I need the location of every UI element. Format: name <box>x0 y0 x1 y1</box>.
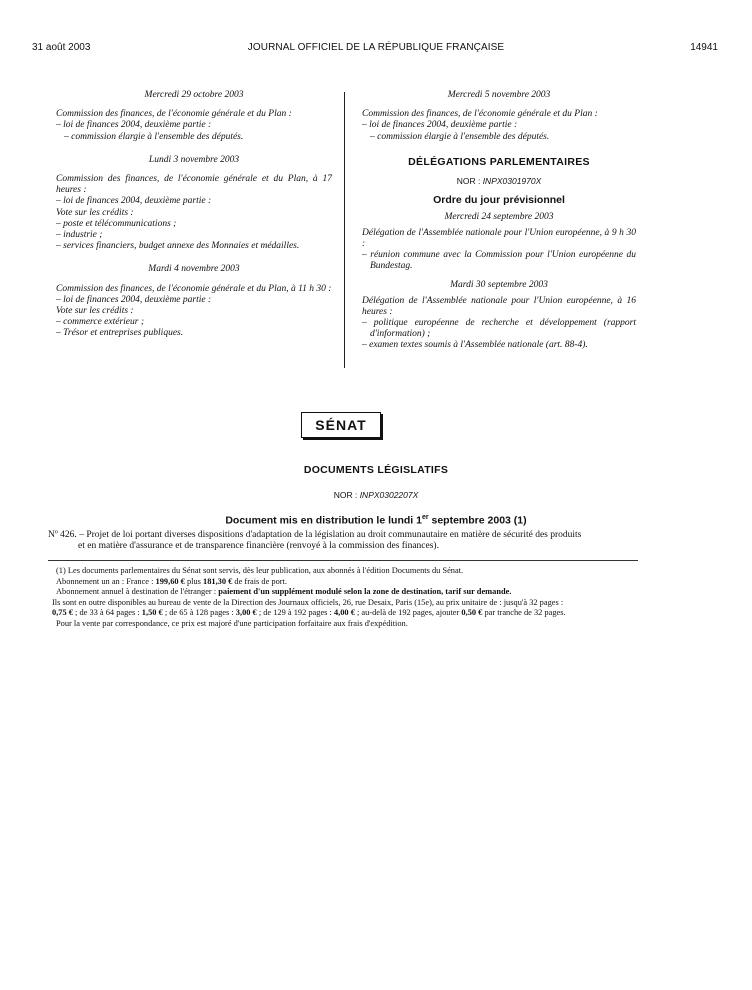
footnote-text: Abonnement annuel à destination de l'étranger : <box>56 587 219 597</box>
footnote-text: Abonnement un an : France : <box>56 576 156 586</box>
footnote-text: ; au-delà de 192 pages, ajouter <box>354 608 462 618</box>
session-line: – commission élargie à l'ensemble des députés. <box>370 131 550 142</box>
price: 199,60 € <box>155 576 185 586</box>
session-block <box>56 90 332 143</box>
footnote-line <box>52 608 640 619</box>
session-date: Mercredi 24 septembre 2003 <box>444 212 554 223</box>
nor-label: NOR : <box>333 490 358 500</box>
session-block <box>362 280 636 351</box>
session-line: – Trésor et entreprises publiques. <box>56 328 184 339</box>
distribution-title <box>0 514 752 527</box>
journal-title: JOURNAL OFFICIEL DE LA RÉPUBLIQUE FRANÇAISE <box>247 42 505 53</box>
nor-reference <box>362 176 636 187</box>
page-number: 14941 <box>690 42 718 53</box>
header-date: 31 août 2003 <box>32 42 91 53</box>
session-line: Commission des finances, de l'économie générale et du Plan, à 17 heures : <box>56 174 332 196</box>
session-line: – services financiers, budget annexe des Monnaies et médailles. <box>56 241 300 252</box>
price: 181,30 € <box>203 576 233 586</box>
footnotes <box>52 566 640 630</box>
footnote-rule <box>48 560 638 561</box>
session-date: Mercredi 5 novembre 2003 <box>447 90 551 100</box>
nor-label: NOR : <box>456 176 481 187</box>
price: 3,00 € <box>235 608 257 618</box>
agenda-title: Ordre du jour prévisionnel <box>433 194 565 207</box>
distribution-title-text: Document mis en distribution le lundi 1 <box>225 514 422 527</box>
footnote-text: plus <box>184 576 204 586</box>
session-line: – commission élargie à l'ensemble des députés. <box>64 131 244 142</box>
session-line: – loi de finances 2004, deuxième partie : <box>362 120 518 131</box>
footnote-text: par tranche de 32 pages. <box>482 608 566 618</box>
price: 0,50 € <box>461 608 483 618</box>
session-block <box>362 90 636 143</box>
session-line: – politique européenne de recherche et développement (rapport d'information) ; <box>362 318 636 340</box>
session-line: – loi de finances 2004, deuxième partie : <box>56 120 212 131</box>
session-line: Commission des finances, de l'économie générale et du Plan : <box>56 109 292 120</box>
senat-box: SÉNAT <box>301 412 381 438</box>
price: 0,75 € <box>52 608 73 618</box>
document-item <box>48 530 638 552</box>
session-block <box>56 264 332 339</box>
session-block <box>56 155 332 253</box>
nor-code: INPX0301970X <box>482 176 542 187</box>
footnote-text: ; de 33 à 64 pages : <box>72 608 142 618</box>
footnote-bold: paiement d'un supplément modulé selon la zone de destination, tarif sur demande. <box>218 587 512 597</box>
session-date: Mercredi 29 octobre 2003 <box>144 90 244 100</box>
section-title: DOCUMENTS LÉGISLATIFS <box>303 464 449 476</box>
session-line: – industrie ; <box>56 230 103 241</box>
session-line: Vote sur les crédits : <box>56 306 134 317</box>
session-line: – loi de finances 2004, deuxième partie : <box>56 196 212 207</box>
footnote-line <box>56 587 640 598</box>
session-block <box>362 212 636 272</box>
session-date: Lundi 3 novembre 2003 <box>148 154 240 165</box>
session-date: Mardi 30 septembre 2003 <box>450 280 548 291</box>
footnote-line <box>56 577 640 588</box>
session-line: Délégation de l'Assemblée nationale pour l'Union européenne, à 16 heures : <box>362 295 636 317</box>
session-line: – réunion commune avec la Commission pour l'Union européenne du Bundestag. <box>362 250 636 272</box>
price: 1,50 € <box>141 608 163 618</box>
left-column <box>56 90 332 352</box>
footnote-text: ; de 129 à 192 pages : <box>256 608 334 618</box>
distribution-title-sup: er <box>421 514 429 521</box>
nor-reference <box>0 490 752 500</box>
footnote-line: (1) Les documents parlementaires du Sénat sont servis, dès leur publication, aux abonnés à l'édition Documents du Sénat. <box>56 566 464 575</box>
footnote-text: de frais de port. <box>232 576 287 586</box>
session-line: Délégation de l'Assemblée nationale pour l'Union européenne, à 9 h 30 : <box>362 227 636 249</box>
session-line: Commission des finances, de l'économie générale et du Plan : <box>362 109 598 120</box>
session-date: Mardi 4 novembre 2003 <box>148 264 240 275</box>
right-column <box>362 90 636 352</box>
session-line: – loi de finances 2004, deuxième partie : <box>56 294 212 305</box>
section-title: DÉLÉGATIONS PARLEMENTAIRES <box>408 155 590 168</box>
session-line: – commerce extérieur ; <box>56 317 145 328</box>
footnote-line: Pour la vente par correspondance, ce prix est majoré d'une participation forfaitaire aux frais d'expédition. <box>56 618 408 628</box>
item-text: et en matière d'assurance et de transparence financière (renvoyé à la commission des finances). <box>78 541 439 552</box>
price: 4,00 € <box>333 608 355 618</box>
item-number: Nº 426. <box>48 530 77 540</box>
item-text: – Projet de loi portant diverses dispositions d'adaptation de la législation au droit communautaire en matière de sécurité des produits <box>76 530 582 540</box>
footnote-text: ; de 65 à 128 pages : <box>162 608 236 618</box>
nor-code: INPX0302207X <box>359 490 419 500</box>
column-divider <box>344 92 345 368</box>
session-line: Vote sur les crédits : <box>56 207 134 218</box>
session-line: – poste et télécommunications ; <box>56 218 177 229</box>
footnote-line: Ils sont en outre disponibles au bureau de vente de la Direction des Journaux officiels, 26, rue Desaix, Paris (15e), au prix unitaire de : jusqu'à 32 pages : <box>52 597 564 607</box>
session-line: Commission des finances, de l'économie générale et du Plan, à 11 h 30 : <box>56 283 332 294</box>
session-line: – examen textes soumis à l'Assemblée nationale (art. 88-4). <box>362 340 588 351</box>
distribution-title-text: septembre 2003 (1) <box>428 514 527 527</box>
